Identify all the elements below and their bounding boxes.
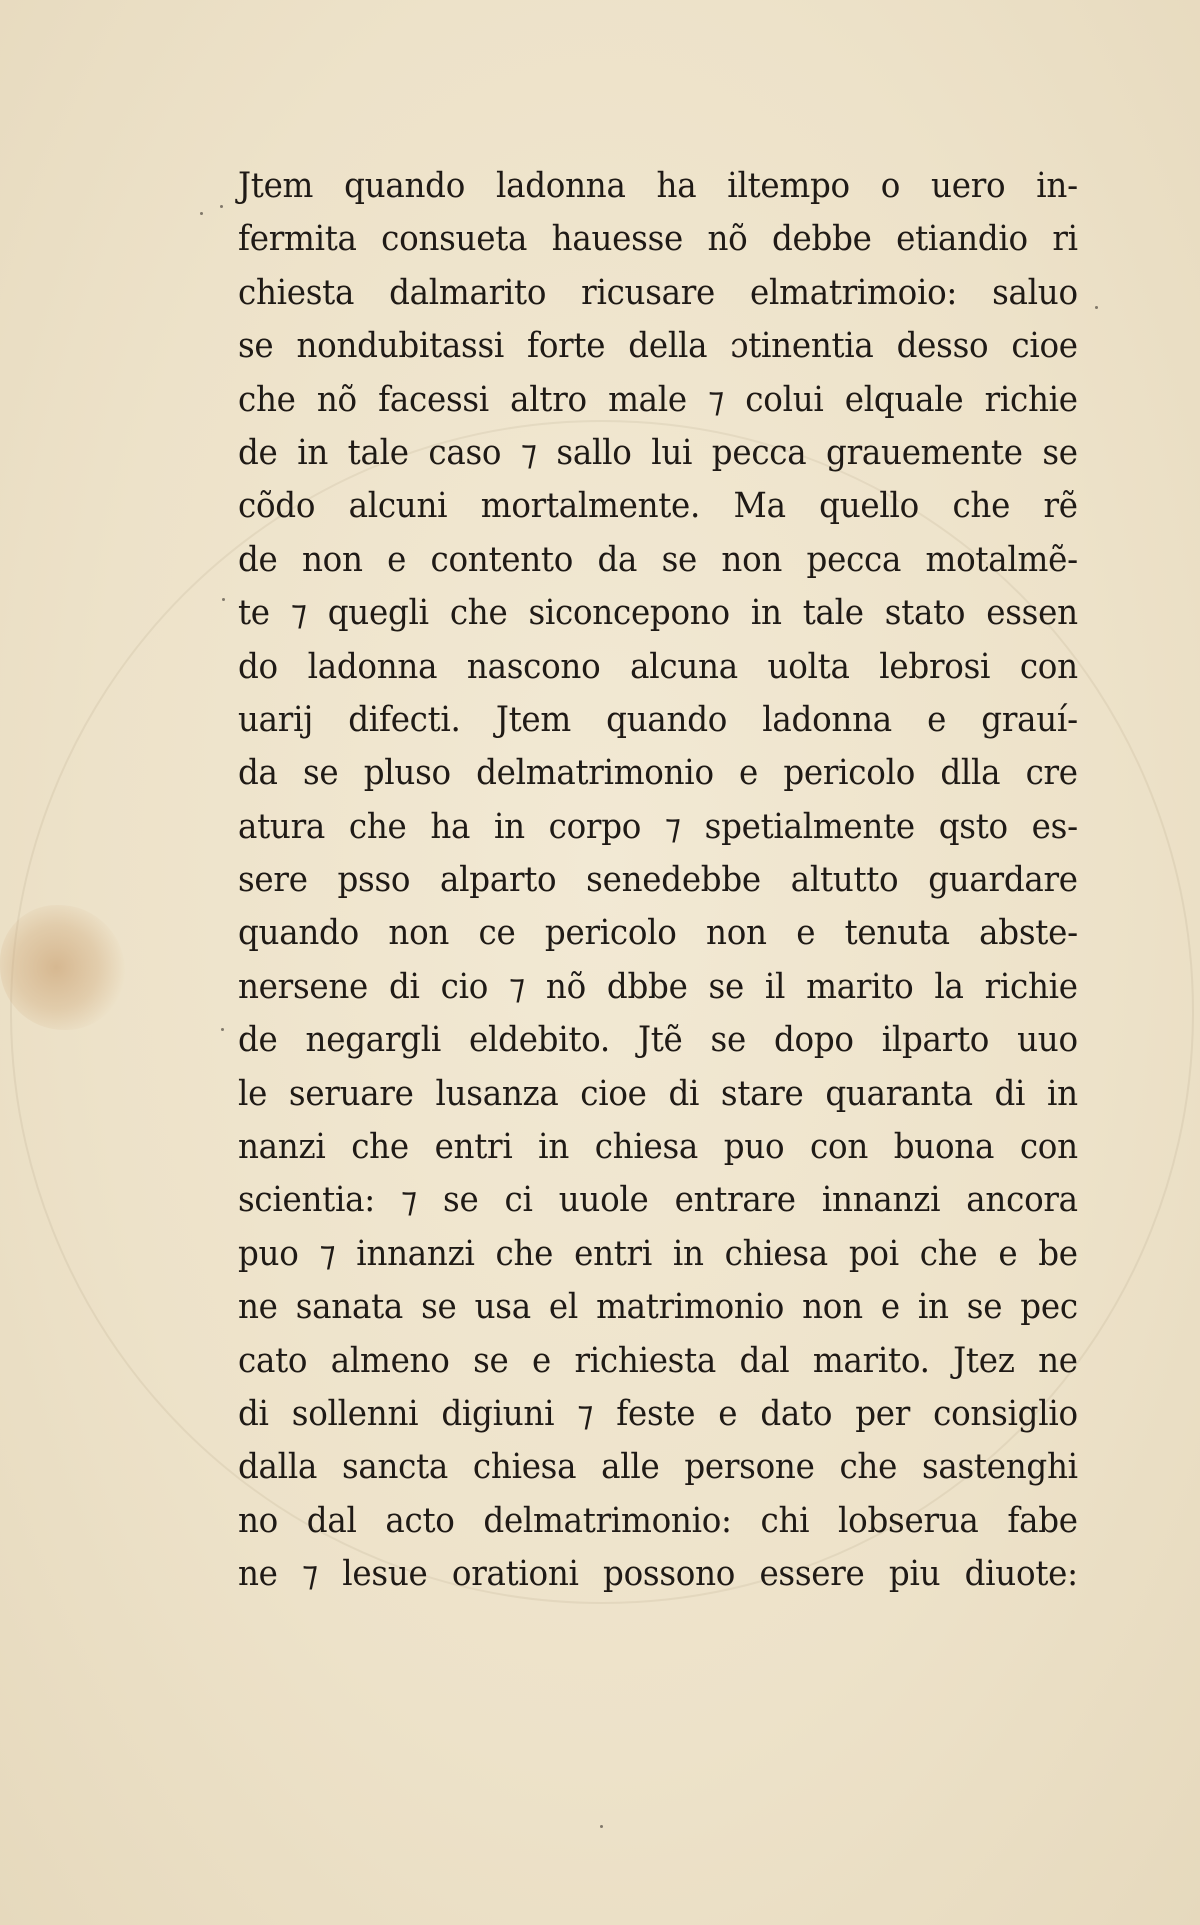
text-line: da se pluso delmatrimonio e pericolo dlla cre	[238, 753, 1078, 794]
text-line: scientia: ⁊ se ci uuole entrare innanzi ancora	[238, 1180, 1078, 1221]
ink-speck	[221, 1028, 224, 1031]
text-line: fermita consueta hauesse nõ debbe etiandio ri	[238, 219, 1078, 260]
text-line: quando non ce pericolo non e tenuta abste-	[238, 913, 1078, 954]
text-line: no dal acto delmatrimonio: chi lobserua fabe	[238, 1500, 1078, 1541]
text-line: di sollenni digiuni ⁊ feste e dato per consiglio	[238, 1393, 1078, 1434]
text-line: Jtem quando ladonna ha iltempo o uero in-	[238, 166, 1078, 206]
ink-speck	[220, 205, 223, 208]
body-text	[238, 160, 1078, 1602]
ink-speck	[1095, 306, 1098, 309]
text-line: che nõ facessi altro male ⁊ colui elquale richie	[238, 379, 1078, 420]
text-line: chiesta dalmarito ricusare elmatrimoio: saluo	[238, 272, 1078, 313]
text-line: se nondubitassi forte della ɔtinentia desso cioe	[238, 326, 1078, 367]
text-line: atura che ha in corpo ⁊ spetialmente qsto es-	[238, 806, 1078, 847]
text-line: cato almeno se e richiesta dal marito. Jtez ne	[238, 1340, 1078, 1381]
text-line: de non e contento da se non pecca motalmẽ-	[238, 539, 1078, 580]
text-line: nanzi che entri in chiesa puo con buona con	[238, 1127, 1078, 1168]
text-line: de in tale caso ⁊ sallo lui pecca grauemente se	[238, 432, 1078, 473]
ink-speck	[200, 212, 203, 215]
text-line: do ladonna nascono alcuna uolta lebrosi con	[238, 646, 1078, 687]
text-line: de negargli eldebito. Jtẽ se dopo ilparto uuo	[238, 1020, 1078, 1061]
text-line: puo ⁊ innanzi che entri in chiesa poi che e be	[238, 1233, 1078, 1274]
text-line: ne sanata se usa el matrimonio non e in se pec	[238, 1287, 1078, 1328]
text-line: nersene di cio ⁊ nõ dbbe se il marito la richie	[238, 966, 1078, 1007]
ink-speck	[222, 598, 225, 601]
text-line: ne ⁊ lesue orationi possono essere piu diuote:	[238, 1554, 1078, 1595]
ink-speck	[600, 1825, 603, 1828]
text-line: cõdo alcuni mortalmente. Ma quello che rẽ	[238, 486, 1078, 527]
text-line: dalla sancta chiesa alle persone che sastenghi	[238, 1447, 1078, 1488]
text-line: le seruare lusanza cioe di stare quaranta di in	[238, 1073, 1078, 1114]
text-line: uarij difecti. Jtem quando ladonna e grauí-	[238, 699, 1078, 740]
text-line: te ⁊ quegli che siconcepono in tale stato essen	[238, 593, 1078, 634]
text-line: sere psso alparto senedebbe altutto guardare	[238, 860, 1078, 901]
